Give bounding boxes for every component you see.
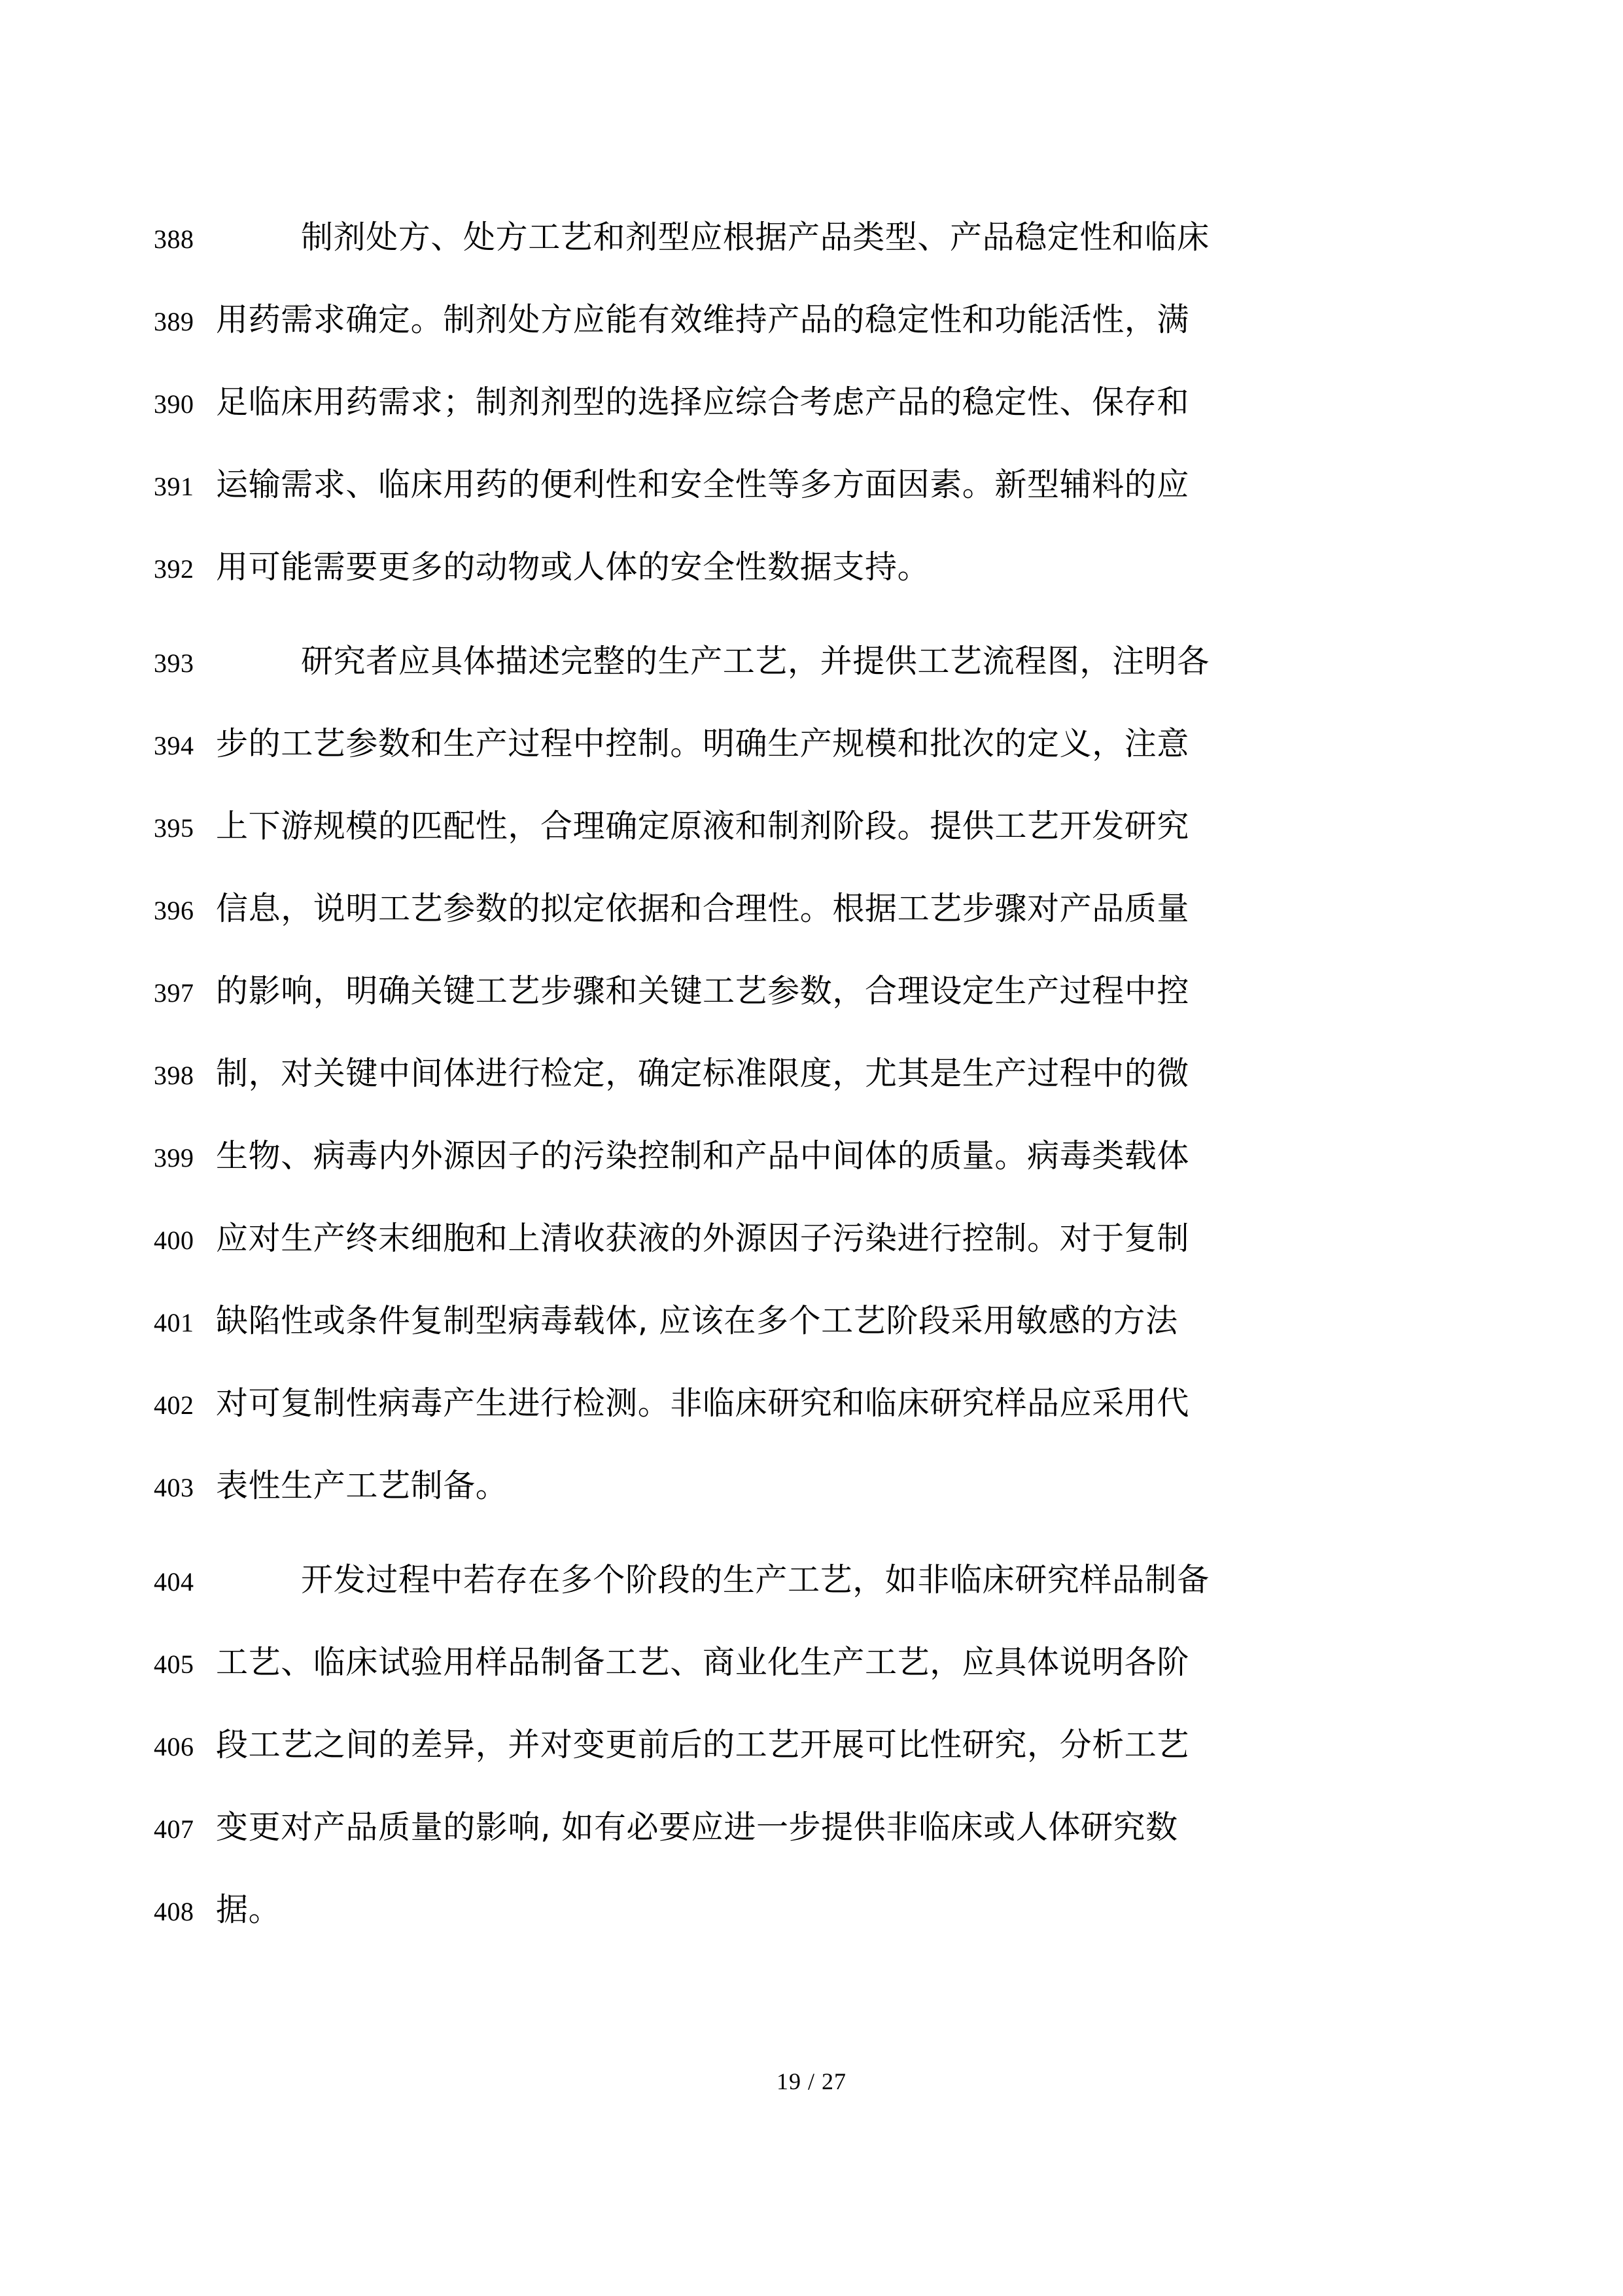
text-line xyxy=(0,1869,1623,1951)
document-body xyxy=(0,196,1623,1963)
text-line xyxy=(0,620,1623,703)
line-number: 395 xyxy=(154,813,194,843)
line-text: 用可能需要更多的动物或人体的安全性数据支持。 xyxy=(216,548,930,586)
line-number: 397 xyxy=(154,978,194,1008)
text-line xyxy=(0,868,1623,950)
line-text: 步的工艺参数和生产过程中控制。明确生产规模和批次的定义，注意 xyxy=(216,725,1190,762)
text-line xyxy=(0,1786,1623,1869)
line-text: 缺陷性或条件复制型病毒载体, 应该在多个工艺阶段采用敏感的方法 xyxy=(216,1302,1178,1339)
text-line xyxy=(0,1704,1623,1786)
line-text: 据。 xyxy=(216,1891,281,1928)
text-line xyxy=(0,1197,1623,1280)
text-line xyxy=(0,1539,1623,1621)
text-line xyxy=(0,950,1623,1033)
line-number: 396 xyxy=(154,896,194,925)
text-line xyxy=(0,703,1623,785)
line-text: 表性生产工艺制备。 xyxy=(216,1467,508,1504)
text-line xyxy=(0,1033,1623,1115)
line-number: 406 xyxy=(154,1732,194,1761)
line-number: 399 xyxy=(154,1143,194,1173)
line-number: 407 xyxy=(154,1814,194,1844)
line-number: 388 xyxy=(154,224,194,254)
line-text: 工艺、临床试验用样品制备工艺、商业化生产工艺，应具体说明各阶 xyxy=(216,1644,1190,1681)
line-text: 足临床用药需求；制剂剂型的选择应综合考虑产品的稳定性、保存和 xyxy=(216,383,1190,421)
text-line xyxy=(0,1280,1623,1362)
line-number: 390 xyxy=(154,389,194,419)
line-text: 制剂处方、处方工艺和剂型应根据产品类型、产品稳定性和临床 xyxy=(301,219,1210,256)
text-line xyxy=(0,196,1623,279)
paragraph xyxy=(0,196,1623,609)
line-text: 研究者应具体描述完整的生产工艺，并提供工艺流程图，注明各 xyxy=(301,643,1210,680)
text-line xyxy=(0,1621,1623,1704)
line-text: 对可复制性病毒产生进行检测。非临床研究和临床研究样品应采用代 xyxy=(216,1385,1190,1422)
text-line xyxy=(0,1362,1623,1445)
line-text: 制，对关键中间体进行检定，确定标准限度，尤其是生产过程中的微 xyxy=(216,1055,1190,1092)
line-number: 389 xyxy=(154,307,194,336)
line-text: 应对生产终末细胞和上清收获液的外源因子污染进行控制。对于复制 xyxy=(216,1220,1190,1257)
line-number: 404 xyxy=(154,1567,194,1597)
line-number: 393 xyxy=(154,648,194,678)
line-text: 运输需求、临床用药的便利性和安全性等多方面因素。新型辅料的应 xyxy=(216,466,1190,503)
line-number: 398 xyxy=(154,1061,194,1090)
line-number: 402 xyxy=(154,1390,194,1420)
text-line xyxy=(0,785,1623,868)
line-text: 用药需求确定。制剂处方应能有效维持产品的稳定性和功能活性，满 xyxy=(216,301,1190,338)
text-line xyxy=(0,361,1623,444)
line-text: 段工艺之间的差异，并对变更前后的工艺开展可比性研究，分析工艺 xyxy=(216,1726,1190,1763)
text-line xyxy=(0,1445,1623,1527)
line-number: 401 xyxy=(154,1308,194,1337)
line-number: 400 xyxy=(154,1226,194,1255)
line-number: 392 xyxy=(154,554,194,584)
text-line xyxy=(0,1115,1623,1197)
line-number: 394 xyxy=(154,731,194,760)
line-number: 405 xyxy=(154,1650,194,1679)
page-footer: 19 / 27 xyxy=(776,2068,846,2094)
line-number: 403 xyxy=(154,1473,194,1502)
line-text: 上下游规模的匹配性，合理确定原液和制剂阶段。提供工艺开发研究 xyxy=(216,807,1190,845)
paragraph xyxy=(0,620,1623,1527)
line-text: 生物、病毒内外源因子的污染控制和产品中间体的质量。病毒类载体 xyxy=(216,1137,1190,1174)
line-text: 信息，说明工艺参数的拟定依据和合理性。根据工艺步骤对产品质量 xyxy=(216,890,1190,927)
paragraph xyxy=(0,1539,1623,1951)
line-text: 开发过程中若存在多个阶段的生产工艺，如非临床研究样品制备 xyxy=(301,1561,1210,1598)
line-text: 变更对产品质量的影响, 如有必要应进一步提供非临床或人体研究数 xyxy=(216,1809,1178,1846)
text-line xyxy=(0,279,1623,361)
text-line xyxy=(0,526,1623,609)
line-number: 408 xyxy=(154,1897,194,1926)
text-line xyxy=(0,444,1623,526)
line-number: 391 xyxy=(154,472,194,501)
line-text: 的影响，明确关键工艺步骤和关键工艺参数，合理设定生产过程中控 xyxy=(216,972,1190,1010)
